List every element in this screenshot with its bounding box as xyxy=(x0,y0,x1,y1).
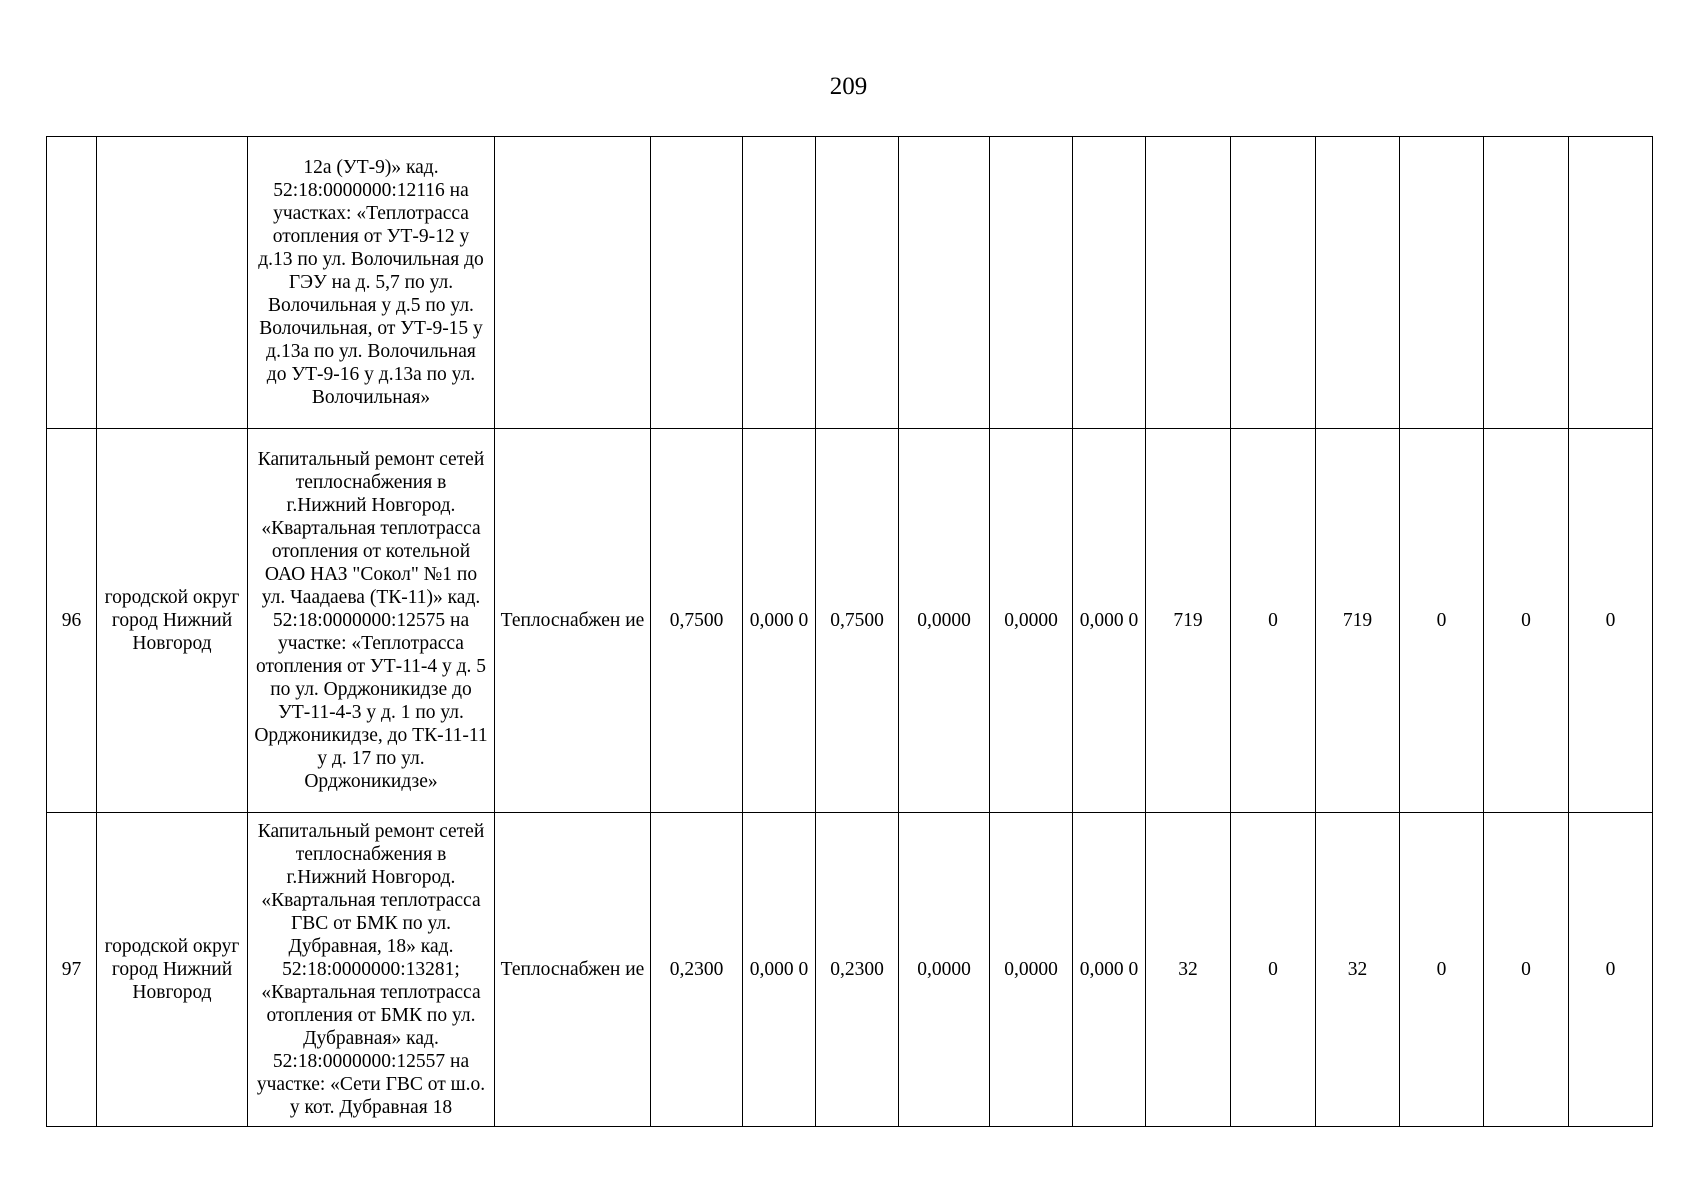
value-cell: 0 xyxy=(1400,813,1484,1127)
value-cell: 0,7500 xyxy=(651,429,743,813)
territory-cell: городской округ город Нижний Новгород xyxy=(97,429,248,813)
value-cell: 0,7500 xyxy=(816,429,899,813)
table-row xyxy=(47,137,1653,429)
value-cell: 0,2300 xyxy=(816,813,899,1127)
value-cell: 0 xyxy=(1484,429,1569,813)
value-cell xyxy=(1569,137,1653,429)
value-cell xyxy=(1400,137,1484,429)
sector-cell xyxy=(495,137,651,429)
value-cell: 0,0000 xyxy=(899,429,990,813)
object-description-cell: Капитальный ремонт сетей теплоснабжения в г.Нижний Новгород. «Квартальная теплотрасса ГВС от БМК по ул. Дубравная, 18» кад. 52:18:0000000:13281; «Квартальная теплотрасса отопления от БМК по ул. Дубравная» кад. 52:18:0000000:12557 на участке: «Сети ГВС от ш.о. у кот. Дубравная 18 xyxy=(248,813,495,1127)
territory-cell xyxy=(97,137,248,429)
row-number-cell: 97 xyxy=(47,813,97,1127)
table-row xyxy=(47,813,1653,1127)
value-cell: 0 xyxy=(1569,813,1653,1127)
sector-cell: Теплоснабжен ие xyxy=(495,813,651,1127)
value-cell: 32 xyxy=(1146,813,1231,1127)
value-cell xyxy=(816,137,899,429)
value-cell: 0 xyxy=(1569,429,1653,813)
value-cell: 0,2300 xyxy=(651,813,743,1127)
value-cell: 0,000 0 xyxy=(743,429,816,813)
value-cell: 0,000 0 xyxy=(743,813,816,1127)
object-description-cell: 12а (УТ-9)» кад. 52:18:0000000:12116 на участках: «Теплотрасса отопления от УТ-9-12 у д.13 по ул. Волочильная до ГЭУ на д. 5,7 по ул. Волочильная у д.5 по ул. Волочильная, от УТ-9-15 у д.13а по ул. Волочильная до УТ-9-16 у д.13а по ул. Волочильная» xyxy=(248,137,495,429)
value-cell xyxy=(1316,137,1400,429)
territory-cell: городской округ город Нижний Новгород xyxy=(97,813,248,1127)
value-cell xyxy=(1073,137,1146,429)
value-cell xyxy=(1231,137,1316,429)
row-number-cell: 96 xyxy=(47,429,97,813)
value-cell: 0,000 0 xyxy=(1073,813,1146,1127)
value-cell: 0 xyxy=(1231,429,1316,813)
value-cell xyxy=(743,137,816,429)
value-cell xyxy=(651,137,743,429)
value-cell xyxy=(1484,137,1569,429)
sector-cell: Теплоснабжен ие xyxy=(495,429,651,813)
value-cell: 719 xyxy=(1316,429,1400,813)
object-description-cell: Капитальный ремонт сетей теплоснабжения в г.Нижний Новгород. «Квартальная теплотрасса отопления от котельной ОАО НАЗ "Сокол" №1 по ул. Чаадаева (ТК-11)» кад. 52:18:0000000:12575 на участке: «Теплотрасса отопления от УТ-11-4 у д. 5 по ул. Орджоникидзе до УТ-11-4-3 у д. 1 по ул. Орджоникидзе, до ТК-11-11 у д. 17 по ул. Орджоникидзе» xyxy=(248,429,495,813)
value-cell xyxy=(1146,137,1231,429)
value-cell: 0,0000 xyxy=(990,813,1073,1127)
value-cell: 719 xyxy=(1146,429,1231,813)
value-cell xyxy=(899,137,990,429)
value-cell: 0 xyxy=(1231,813,1316,1127)
data-table xyxy=(46,136,1653,1127)
value-cell: 0,0000 xyxy=(990,429,1073,813)
table-row xyxy=(47,429,1653,813)
value-cell: 0,000 0 xyxy=(1073,429,1146,813)
value-cell xyxy=(990,137,1073,429)
page-number: 209 xyxy=(829,73,868,100)
value-cell: 32 xyxy=(1316,813,1400,1127)
row-number-cell xyxy=(47,137,97,429)
value-cell: 0,0000 xyxy=(899,813,990,1127)
value-cell: 0 xyxy=(1400,429,1484,813)
value-cell: 0 xyxy=(1484,813,1569,1127)
